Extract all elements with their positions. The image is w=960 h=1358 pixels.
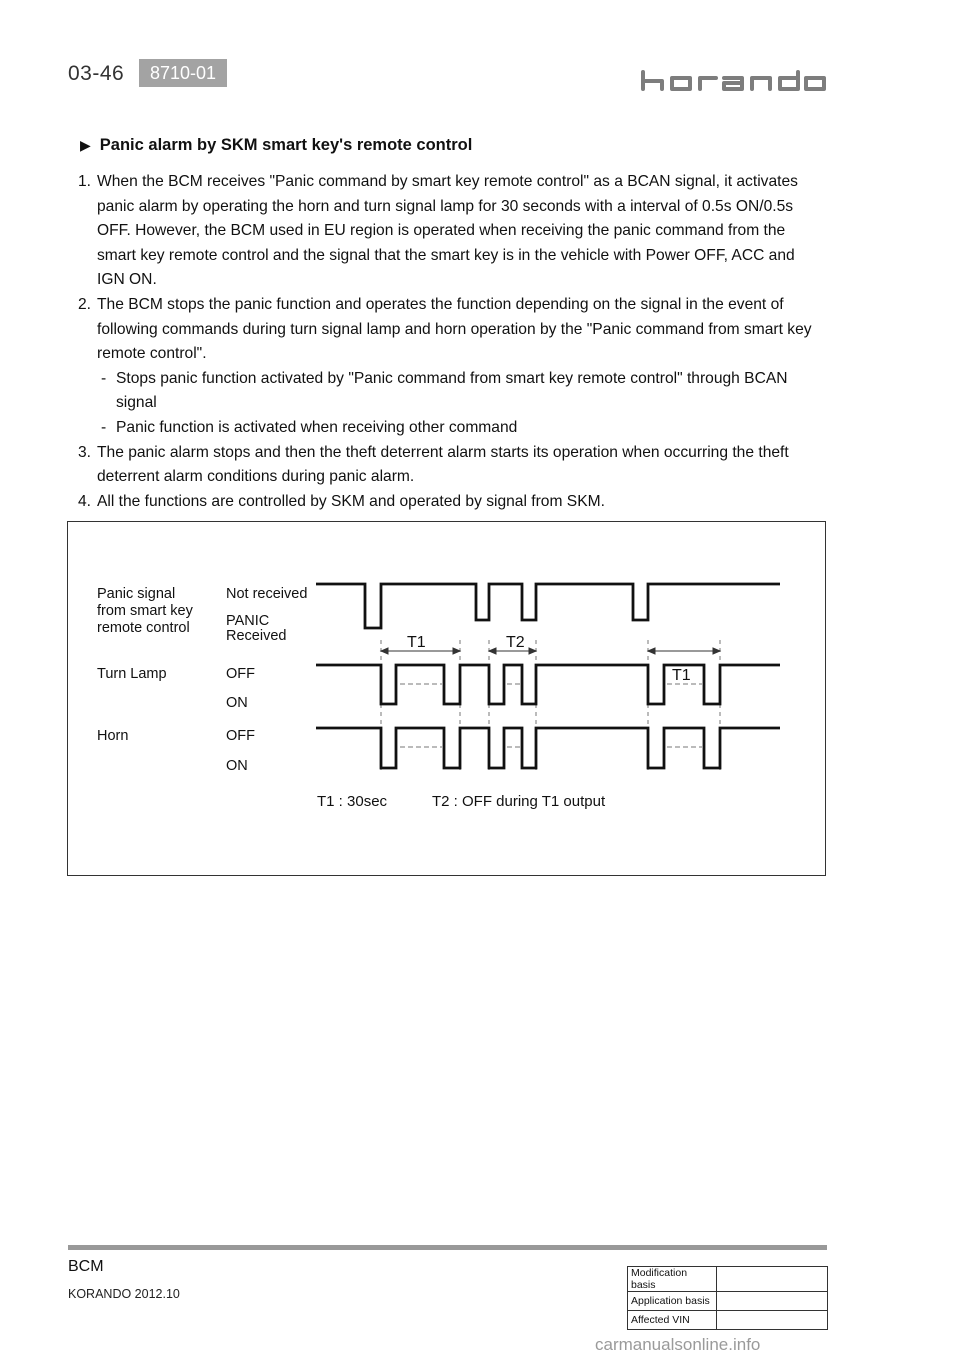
section-heading <box>80 136 472 155</box>
numbered-list <box>78 170 823 514</box>
panic-signal-waveform <box>316 584 780 628</box>
list-item: 1. When the BCM receives "Panic command by smart key remote control" as a BCAN signal, it activates panic alarm by operating the horn and turn signal lamp for 30 seconds with a interval of 0.5s ON/0.5s OFF. However, the BCM used in EU region is operated when receiving the panic command from the smart key remote control and the signal that the smart key is in the vehicle with Power OFF, ACC and IGN ON. <box>78 173 798 289</box>
panic-low-state-2: Received <box>226 628 287 644</box>
horn-off-label: OFF <box>226 728 255 744</box>
turn-lamp-label: Turn Lamp <box>97 666 167 682</box>
interval-label-t1-second: T1 <box>672 667 691 684</box>
watermark: carmanualsonline.info <box>595 1335 761 1354</box>
footer-divider <box>68 1245 827 1250</box>
revision-table <box>627 1266 828 1330</box>
timing-guides <box>381 640 720 770</box>
panic-row-label-1: Panic signal <box>97 586 176 602</box>
heading-text: Panic alarm by SKM smart key's remote control <box>99 136 473 154</box>
sub-list-item: - Stops panic function activated by "Panic command from smart key remote control" through BCAN signal <box>101 369 788 412</box>
brand-logo <box>640 70 828 97</box>
timing-diagram <box>67 521 826 876</box>
turn-lamp-waveform <box>316 665 780 704</box>
list-item: 4. All the functions are controlled by SKM and operated by signal from SKM. <box>78 492 605 510</box>
page-number: 03-46 <box>68 62 125 85</box>
panic-row-label-2: from smart key <box>97 603 193 619</box>
interval-label-t1: T1 <box>407 634 426 651</box>
section-code-badge: 8710-01 <box>139 59 227 87</box>
panic-low-state-1: PANIC <box>226 613 270 629</box>
horn-waveform <box>316 728 780 768</box>
application-basis-value <box>717 1292 828 1311</box>
legend-t1: T1 : 30sec <box>317 793 388 810</box>
turn-lamp-on-label: ON <box>226 695 248 711</box>
affected-vin-label: Affected VIN <box>628 1311 717 1330</box>
table-row <box>628 1311 828 1330</box>
application-basis-label: Application basis <box>628 1292 717 1311</box>
sub-list-item: - Panic function is activated when receiving other command <box>101 418 518 436</box>
list-item: 2. The BCM stops the panic function and operates the function depending on the signal in the event of following commands during turn signal lamp and horn operation by the "Panic command from smart key remote control". <box>78 295 812 363</box>
table-row <box>628 1292 828 1311</box>
footer-section-title: BCM <box>68 1258 104 1275</box>
footer-model-date: KORANDO 2012.10 <box>68 1287 180 1301</box>
horn-label: Horn <box>97 728 129 744</box>
list-item: 3. The panic alarm stops and then the theft deterrent alarm starts its operation when occurring the theft deterrent alarm conditions during panic alarm. <box>78 443 789 486</box>
affected-vin-value <box>717 1311 828 1330</box>
table-row <box>628 1267 828 1292</box>
panic-high-state: Not received <box>226 586 308 602</box>
turn-lamp-off-label: OFF <box>226 666 255 682</box>
interval-label-t2: T2 <box>506 634 525 651</box>
horn-on-label: ON <box>226 758 248 774</box>
modification-basis-label: Modification basis <box>628 1267 717 1292</box>
panic-row-label-3: remote control <box>97 620 190 636</box>
arrow-right-icon: ▶ <box>80 137 91 153</box>
modification-basis-value <box>717 1267 828 1292</box>
legend-t2: T2 : OFF during T1 output <box>432 793 606 810</box>
interval-arrows <box>381 648 720 654</box>
